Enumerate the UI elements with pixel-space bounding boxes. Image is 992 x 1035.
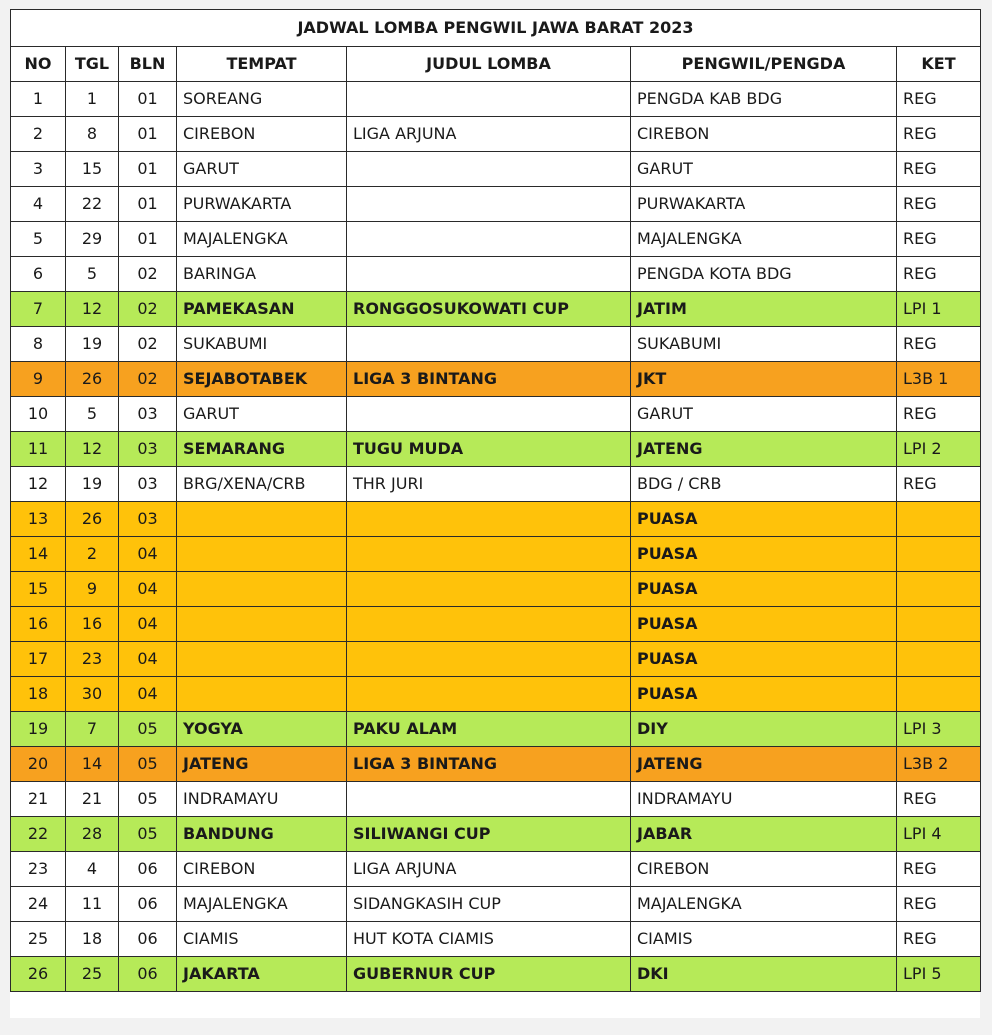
table-row (11, 327, 981, 362)
cell-judul-lomba: SILIWANGI CUP (347, 817, 631, 852)
cell-tgl: 2 (66, 537, 119, 572)
table-row (11, 957, 981, 992)
cell-judul-lomba (347, 327, 631, 362)
table-row (11, 852, 981, 887)
cell-bln: 02 (119, 257, 177, 292)
cell-ket: REG (897, 782, 981, 817)
cell-bln: 02 (119, 327, 177, 362)
header-tempat: TEMPAT (177, 47, 347, 82)
cell-bln: 05 (119, 712, 177, 747)
cell-tgl: 26 (66, 502, 119, 537)
cell-tgl: 8 (66, 117, 119, 152)
cell-ket (897, 502, 981, 537)
cell-ket: LPI 4 (897, 817, 981, 852)
cell-tempat: SOREANG (177, 82, 347, 117)
cell-ket: REG (897, 222, 981, 257)
cell-no: 3 (11, 152, 66, 187)
cell-tgl: 11 (66, 887, 119, 922)
cell-tgl: 15 (66, 152, 119, 187)
cell-ket: REG (897, 922, 981, 957)
cell-tempat: JATENG (177, 747, 347, 782)
table-row (11, 432, 981, 467)
title-row (11, 10, 981, 47)
table-row (11, 362, 981, 397)
cell-no: 2 (11, 117, 66, 152)
schedule-body (11, 82, 981, 992)
cell-bln: 02 (119, 362, 177, 397)
table-row (11, 677, 981, 712)
cell-tgl: 16 (66, 607, 119, 642)
cell-no: 18 (11, 677, 66, 712)
cell-no: 8 (11, 327, 66, 362)
cell-judul-lomba (347, 397, 631, 432)
cell-no: 25 (11, 922, 66, 957)
cell-judul-lomba: LIGA ARJUNA (347, 117, 631, 152)
cell-pengwil-pengda: MAJALENGKA (631, 887, 897, 922)
cell-no: 6 (11, 257, 66, 292)
cell-no: 11 (11, 432, 66, 467)
cell-tempat: GARUT (177, 397, 347, 432)
cell-bln: 01 (119, 117, 177, 152)
table-row (11, 572, 981, 607)
table-row (11, 397, 981, 432)
cell-no: 10 (11, 397, 66, 432)
cell-bln: 06 (119, 887, 177, 922)
header-row (11, 47, 981, 82)
cell-bln: 04 (119, 572, 177, 607)
cell-tempat (177, 537, 347, 572)
cell-no: 1 (11, 82, 66, 117)
cell-judul-lomba: PAKU ALAM (347, 712, 631, 747)
table-row (11, 152, 981, 187)
cell-ket: LPI 1 (897, 292, 981, 327)
cell-no: 17 (11, 642, 66, 677)
cell-judul-lomba: SIDANGKASIH CUP (347, 887, 631, 922)
cell-bln: 01 (119, 152, 177, 187)
table-row (11, 82, 981, 117)
cell-judul-lomba (347, 537, 631, 572)
cell-bln: 01 (119, 187, 177, 222)
cell-pengwil-pengda: PENGDA KAB BDG (631, 82, 897, 117)
cell-no: 15 (11, 572, 66, 607)
cell-tempat (177, 502, 347, 537)
cell-tempat: GARUT (177, 152, 347, 187)
cell-tempat: CIREBON (177, 852, 347, 887)
cell-judul-lomba (347, 642, 631, 677)
cell-tempat: PAMEKASAN (177, 292, 347, 327)
cell-judul-lomba: HUT KOTA CIAMIS (347, 922, 631, 957)
cell-ket (897, 607, 981, 642)
cell-tgl: 28 (66, 817, 119, 852)
schedule-table (10, 9, 981, 992)
cell-pengwil-pengda: GARUT (631, 397, 897, 432)
table-row (11, 817, 981, 852)
cell-ket: REG (897, 257, 981, 292)
cell-pengwil-pengda: JATENG (631, 432, 897, 467)
table-row (11, 502, 981, 537)
cell-ket: REG (897, 82, 981, 117)
cell-judul-lomba (347, 187, 631, 222)
table-row (11, 607, 981, 642)
cell-bln: 01 (119, 82, 177, 117)
cell-pengwil-pengda: PUASA (631, 502, 897, 537)
table-row (11, 187, 981, 222)
cell-bln: 01 (119, 222, 177, 257)
cell-bln: 03 (119, 397, 177, 432)
cell-pengwil-pengda: MAJALENGKA (631, 222, 897, 257)
cell-ket: REG (897, 117, 981, 152)
cell-no: 26 (11, 957, 66, 992)
cell-no: 12 (11, 467, 66, 502)
table-row (11, 887, 981, 922)
cell-judul-lomba (347, 677, 631, 712)
cell-bln: 03 (119, 467, 177, 502)
cell-bln: 02 (119, 292, 177, 327)
cell-judul-lomba: TUGU MUDA (347, 432, 631, 467)
table-row (11, 467, 981, 502)
cell-pengwil-pengda: SUKABUMI (631, 327, 897, 362)
cell-tgl: 5 (66, 397, 119, 432)
cell-tempat: YOGYA (177, 712, 347, 747)
cell-bln: 03 (119, 432, 177, 467)
cell-ket: REG (897, 187, 981, 222)
cell-judul-lomba: LIGA ARJUNA (347, 852, 631, 887)
header-judul-lomba: JUDUL LOMBA (347, 47, 631, 82)
table-title: JADWAL LOMBA PENGWIL JAWA BARAT 2023 (11, 10, 981, 47)
cell-no: 24 (11, 887, 66, 922)
cell-judul-lomba (347, 782, 631, 817)
cell-tempat (177, 572, 347, 607)
cell-pengwil-pengda: CIREBON (631, 117, 897, 152)
cell-pengwil-pengda: PUASA (631, 537, 897, 572)
cell-tempat: PURWAKARTA (177, 187, 347, 222)
cell-pengwil-pengda: PUASA (631, 607, 897, 642)
cell-ket: REG (897, 887, 981, 922)
cell-tgl: 12 (66, 292, 119, 327)
cell-pengwil-pengda: CIREBON (631, 852, 897, 887)
table-row (11, 922, 981, 957)
cell-judul-lomba: THR JURI (347, 467, 631, 502)
cell-ket (897, 677, 981, 712)
cell-tgl: 22 (66, 187, 119, 222)
cell-judul-lomba (347, 222, 631, 257)
cell-pengwil-pengda: JKT (631, 362, 897, 397)
cell-tgl: 5 (66, 257, 119, 292)
cell-bln: 03 (119, 502, 177, 537)
schedule-sheet (10, 9, 980, 1018)
cell-ket: L3B 1 (897, 362, 981, 397)
cell-tempat: SEJABOTABEK (177, 362, 347, 397)
cell-tempat: JAKARTA (177, 957, 347, 992)
cell-bln: 05 (119, 782, 177, 817)
cell-pengwil-pengda: BDG / CRB (631, 467, 897, 502)
cell-ket: REG (897, 327, 981, 362)
table-row (11, 712, 981, 747)
cell-pengwil-pengda: JATIM (631, 292, 897, 327)
cell-tempat: INDRAMAYU (177, 782, 347, 817)
table-row (11, 537, 981, 572)
cell-no: 19 (11, 712, 66, 747)
cell-judul-lomba: RONGGOSUKOWATI CUP (347, 292, 631, 327)
cell-no: 7 (11, 292, 66, 327)
cell-tgl: 14 (66, 747, 119, 782)
cell-bln: 05 (119, 817, 177, 852)
cell-ket: LPI 2 (897, 432, 981, 467)
table-row (11, 222, 981, 257)
cell-ket: L3B 2 (897, 747, 981, 782)
header-pengwil-pengda: PENGWIL/PENGDA (631, 47, 897, 82)
table-row (11, 257, 981, 292)
cell-tempat: SEMARANG (177, 432, 347, 467)
cell-tempat: MAJALENGKA (177, 222, 347, 257)
cell-tgl: 9 (66, 572, 119, 607)
cell-no: 22 (11, 817, 66, 852)
header-no: NO (11, 47, 66, 82)
cell-pengwil-pengda: INDRAMAYU (631, 782, 897, 817)
cell-tgl: 19 (66, 327, 119, 362)
cell-ket: REG (897, 852, 981, 887)
cell-no: 4 (11, 187, 66, 222)
cell-pengwil-pengda: JATENG (631, 747, 897, 782)
cell-bln: 04 (119, 537, 177, 572)
cell-tgl: 29 (66, 222, 119, 257)
table-row (11, 782, 981, 817)
cell-pengwil-pengda: PUASA (631, 642, 897, 677)
cell-pengwil-pengda: PENGDA KOTA BDG (631, 257, 897, 292)
header-ket: KET (897, 47, 981, 82)
cell-no: 9 (11, 362, 66, 397)
cell-no: 20 (11, 747, 66, 782)
cell-bln: 06 (119, 922, 177, 957)
cell-no: 16 (11, 607, 66, 642)
cell-tgl: 30 (66, 677, 119, 712)
table-row (11, 292, 981, 327)
header-tgl: TGL (66, 47, 119, 82)
cell-judul-lomba (347, 82, 631, 117)
cell-ket: LPI 3 (897, 712, 981, 747)
cell-tgl: 23 (66, 642, 119, 677)
cell-pengwil-pengda: GARUT (631, 152, 897, 187)
cell-no: 14 (11, 537, 66, 572)
cell-tgl: 21 (66, 782, 119, 817)
cell-judul-lomba: GUBERNUR CUP (347, 957, 631, 992)
cell-pengwil-pengda: DKI (631, 957, 897, 992)
cell-no: 23 (11, 852, 66, 887)
cell-tempat: MAJALENGKA (177, 887, 347, 922)
cell-ket (897, 572, 981, 607)
cell-ket (897, 642, 981, 677)
cell-judul-lomba (347, 152, 631, 187)
cell-ket (897, 537, 981, 572)
cell-tempat (177, 607, 347, 642)
cell-bln: 04 (119, 607, 177, 642)
cell-no: 21 (11, 782, 66, 817)
cell-pengwil-pengda: CIAMIS (631, 922, 897, 957)
cell-bln: 06 (119, 957, 177, 992)
cell-tgl: 4 (66, 852, 119, 887)
cell-tgl: 1 (66, 82, 119, 117)
cell-tgl: 26 (66, 362, 119, 397)
cell-no: 13 (11, 502, 66, 537)
cell-tempat: CIAMIS (177, 922, 347, 957)
cell-pengwil-pengda: PUASA (631, 677, 897, 712)
cell-judul-lomba (347, 502, 631, 537)
cell-ket: REG (897, 152, 981, 187)
cell-bln: 04 (119, 642, 177, 677)
cell-tgl: 19 (66, 467, 119, 502)
cell-tgl: 25 (66, 957, 119, 992)
cell-judul-lomba (347, 257, 631, 292)
cell-ket: LPI 5 (897, 957, 981, 992)
cell-pengwil-pengda: PURWAKARTA (631, 187, 897, 222)
cell-tgl: 7 (66, 712, 119, 747)
header-bln: BLN (119, 47, 177, 82)
cell-bln: 06 (119, 852, 177, 887)
cell-tempat: BARINGA (177, 257, 347, 292)
table-row (11, 642, 981, 677)
cell-judul-lomba (347, 572, 631, 607)
cell-tempat: BANDUNG (177, 817, 347, 852)
cell-tempat: SUKABUMI (177, 327, 347, 362)
table-row (11, 747, 981, 782)
cell-pengwil-pengda: PUASA (631, 572, 897, 607)
cell-tempat (177, 642, 347, 677)
cell-judul-lomba (347, 607, 631, 642)
cell-bln: 04 (119, 677, 177, 712)
cell-no: 5 (11, 222, 66, 257)
cell-judul-lomba: LIGA 3 BINTANG (347, 747, 631, 782)
cell-pengwil-pengda: DIY (631, 712, 897, 747)
cell-tgl: 18 (66, 922, 119, 957)
cell-tgl: 12 (66, 432, 119, 467)
cell-ket: REG (897, 467, 981, 502)
cell-tempat: BRG/XENA/CRB (177, 467, 347, 502)
cell-judul-lomba: LIGA 3 BINTANG (347, 362, 631, 397)
cell-pengwil-pengda: JABAR (631, 817, 897, 852)
cell-bln: 05 (119, 747, 177, 782)
table-row (11, 117, 981, 152)
cell-ket: REG (897, 397, 981, 432)
cell-tempat (177, 677, 347, 712)
cell-tempat: CIREBON (177, 117, 347, 152)
